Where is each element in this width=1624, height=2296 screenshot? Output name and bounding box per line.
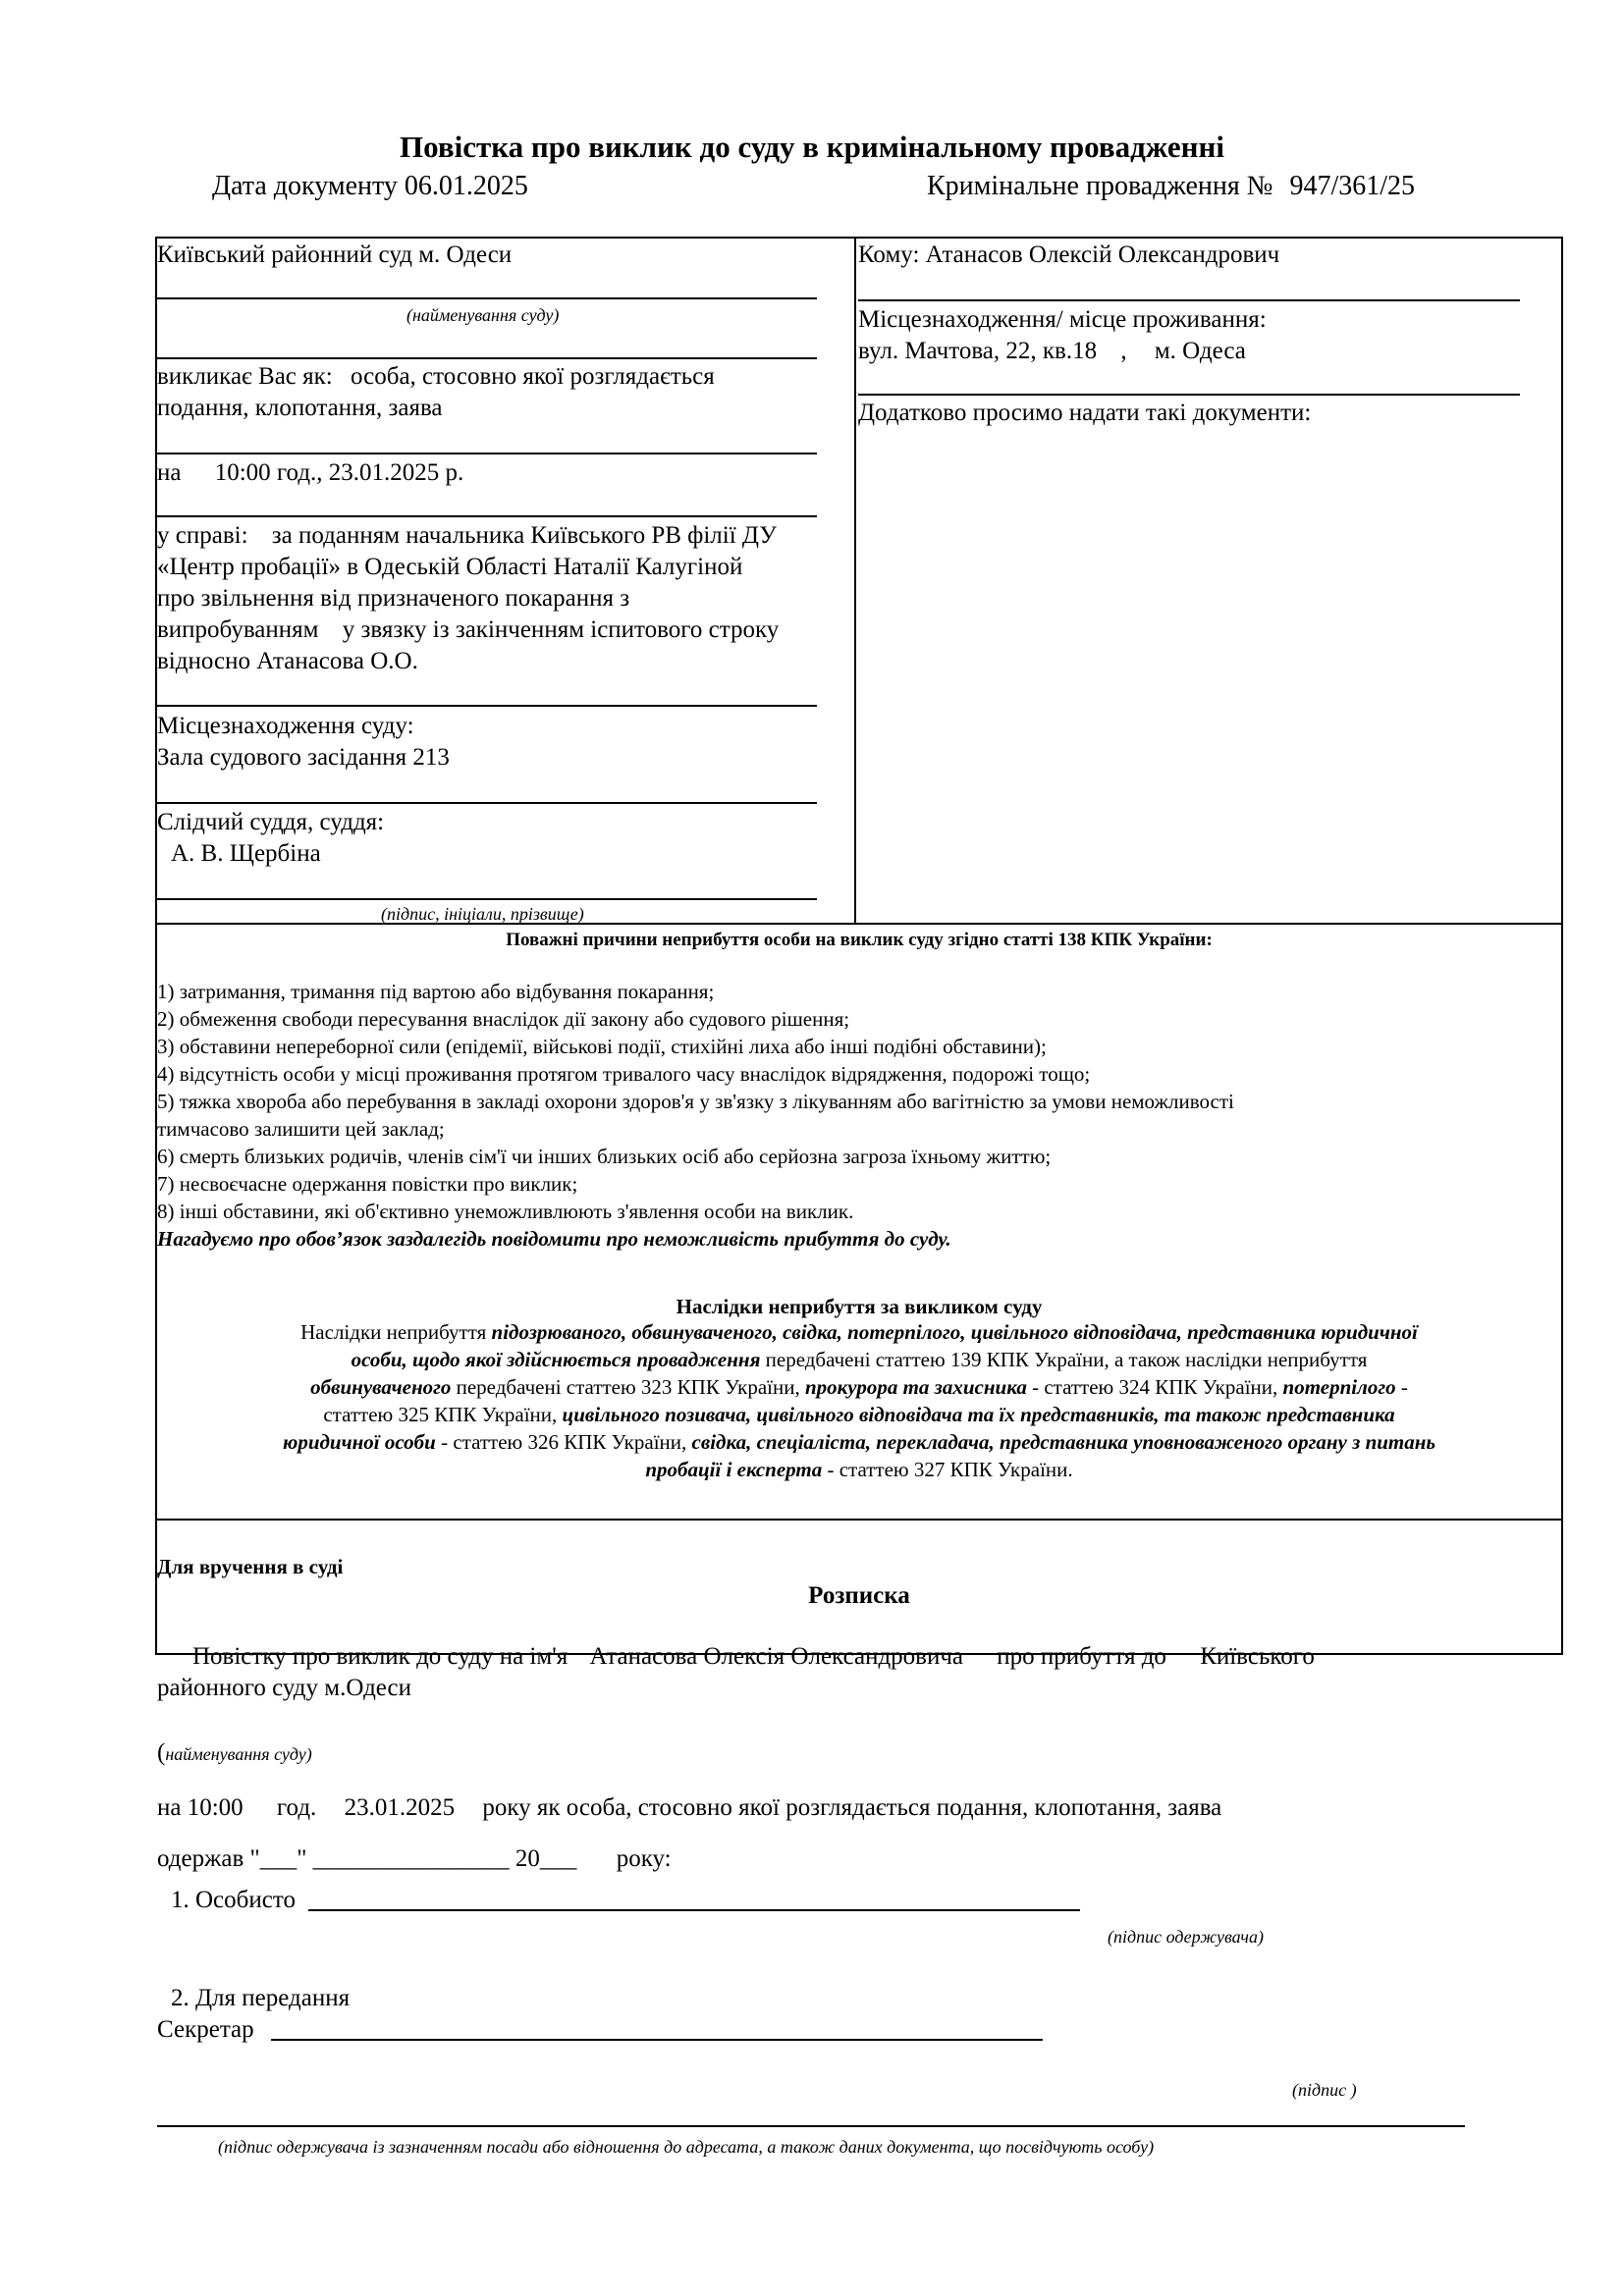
consequences-text-part: Наслідки неприбуття [300, 1320, 492, 1344]
caption-paren: ( [157, 1739, 166, 1766]
case-description-line3: про звільнення від призначеного покарання з [157, 585, 630, 612]
reason-item: 7) несвоєчасне одержання повістки про виклик; [157, 1172, 578, 1196]
consequences-text-part: статтею 325 КПК України, [323, 1403, 563, 1426]
divider-line [858, 394, 1520, 396]
recipient-signature-line [157, 2125, 1465, 2127]
consequences-line [157, 1346, 1561, 1373]
reason-item: 3) обставини непереборної сили (епідемії, військові події, стихійні лиха або інші подібні обставини); [157, 1035, 1047, 1058]
case-number-label: Кримінальне провадження № [927, 171, 1273, 201]
recipient-label: Кому: [858, 241, 920, 268]
consequences-line [157, 1401, 1561, 1428]
divider-line [858, 299, 1520, 301]
divider-line [157, 453, 817, 454]
case-number [927, 171, 1415, 202]
divider-line [157, 705, 817, 707]
hearing-time-prefix: на [157, 459, 182, 486]
reasons-heading: Поважні причини неприбуття особи на виклик суду згідно статті 138 КПК України: [506, 930, 1213, 950]
recipient-name: Атанасов Олексій Олександрович [925, 241, 1280, 268]
summons-role-line2: подання, клопотання, заява [157, 395, 443, 421]
address-city: м. Одеса [1154, 338, 1246, 364]
divider-line [157, 515, 817, 517]
secretary-signature-line [271, 2039, 1043, 2041]
document-date-value: 06.01.2025 [404, 171, 528, 201]
reasons-top-border [155, 923, 1563, 925]
address-value [858, 336, 1246, 367]
reason-item: 2) обмеження свободи пересування внаслідок дії закону або судового рішення; [157, 1007, 850, 1031]
consequences-text-part: - [1395, 1375, 1408, 1399]
consequences-emphasis: свідка, спеціаліста, перекладача, представника уповноваженого органу з питань [691, 1430, 1436, 1454]
court-name: Київський районний суд м. Одеси [157, 241, 513, 268]
consequences-emphasis: юридичної особи [282, 1430, 436, 1454]
consequences-emphasis: підозрюваного, обвинуваченого, свідка, потерпілого, цивільного відповідача, представника юридичної [491, 1320, 1418, 1344]
case-number-value: 947/361/25 [1289, 171, 1416, 201]
case-description-line2: «Центр пробації» в Одеській Області Наталії Калугіной [157, 554, 743, 580]
consequences-line [157, 1428, 1561, 1456]
reason-item: тимчасово залишити цей заклад; [157, 1117, 445, 1141]
court-caption: (найменування суду) [406, 305, 560, 325]
receipt-text: год. [276, 1794, 317, 1821]
reasons-list [157, 978, 1551, 1225]
consequences-heading: Наслідки неприбуття за викликом суду [676, 1295, 1043, 1318]
judge-caption: (підпис, ініціали, прізвище) [381, 904, 584, 924]
received-date-line [157, 1843, 672, 1875]
reason-item: 5) тяжка хвороба або перебування в закладі охорони здоров'я у зв'язку з лікуванням або вагітністю за умови неможливості [157, 1090, 1234, 1113]
consequences-line [157, 1318, 1561, 1346]
divider-line [157, 802, 817, 804]
transfer-label: 2. Для передання [171, 1985, 351, 2011]
case-text: за поданням начальника Київського РВ філії ДУ [271, 522, 777, 549]
consequences-text [157, 1318, 1561, 1483]
case-description-line1 [157, 520, 777, 552]
personal-signature-caption: (підпис одержувача) [1108, 1927, 1264, 1947]
documents-request: Додатково просимо надати такі документи: [858, 400, 1312, 426]
document-title: Повістка про виклик до суду в кримінальному провадженні [400, 130, 1224, 164]
receipt-time: на 10:00 [157, 1794, 244, 1821]
hearing-time-value: 10:00 год., 23.01.2025 р. [214, 459, 464, 486]
personal-signature-line [308, 1909, 1080, 1911]
frame-top-border [155, 237, 1563, 239]
case-text: випробуванням [157, 616, 319, 643]
divider-line [157, 357, 817, 359]
for-court-delivery: Для вручення в суді [157, 1555, 344, 1578]
consequences-text-part: передбачені статтею 139 КПК України, а також наслідки неприбуття [760, 1348, 1368, 1371]
address-separator: , [1120, 338, 1127, 364]
consequences-line [157, 1373, 1561, 1401]
received-date-blank: одержав "___" ________________ 20___ [157, 1845, 577, 1872]
reason-item: 1) затримання, тримання під вартою або відбування покарання; [157, 980, 715, 1003]
court-name-underline [157, 297, 817, 299]
recipient [858, 240, 1279, 271]
column-divider [854, 237, 856, 925]
case-text: у звязку із закінченням іспитового строку [342, 616, 780, 643]
case-description-line4 [157, 614, 779, 646]
recipient-signature-caption: (підпис одержувача із зазначенням посади або відношення до адресата, а також даних документа, що посвідчують особу) [218, 2137, 1155, 2157]
personal-delivery-label: 1. Особисто [171, 1887, 296, 1913]
judge-label: Слідчий суддя, суддя: [157, 809, 385, 835]
hearing-time [157, 457, 463, 489]
consequences-text-part: - статтею 327 КПК України. [822, 1458, 1073, 1481]
consequences-emphasis: цивільного позивача, цивільного відповідача та їх представників, та також представника [562, 1403, 1395, 1426]
receipt-recipient-name: Атанасова Олексія Олександровича [589, 1643, 964, 1670]
judge-signature-line [157, 898, 817, 900]
reason-item: 8) інші обставини, які об'єктивно унеможливлюють з'явлення особи на виклик. [157, 1200, 854, 1223]
document-date-label: Дата документу [212, 171, 398, 201]
address-street: вул. Мачтова, 22, кв.18 [858, 338, 1098, 364]
receipt-title: Розписка [808, 1582, 910, 1609]
receipt-court-caption [157, 1739, 312, 1767]
receipt-text: про прибуття до [997, 1643, 1166, 1670]
document-date [212, 171, 528, 202]
consequences-emphasis: пробації і експерта [645, 1458, 823, 1481]
case-label: у справі: [157, 522, 248, 549]
judge-name: А. В. Щербіна [171, 840, 321, 867]
reasons-reminder: Нагадуємо про обов’язок заздалегідь повідомити про неможливість прибуття до суду. [157, 1227, 951, 1251]
receipt-top-border [155, 1519, 1563, 1521]
receipt-text: року як особа, стосовно якої розглядається подання, клопотання, заява [482, 1794, 1222, 1821]
address-label: Місцезнаходження/ місце проживання: [858, 306, 1267, 333]
consequences-text-part: - статтею 326 КПК України, [435, 1430, 692, 1454]
secretary-signature-caption: (підпис ) [1292, 2080, 1357, 2100]
received-year-label: року: [616, 1845, 672, 1872]
consequences-line [157, 1456, 1561, 1483]
secretary-label: Секретар [157, 2016, 254, 2043]
reason-item: 4) відсутність особи у місці проживання протягом тривалого часу внаслідок відрядження, подорожі тощо; [157, 1062, 1091, 1086]
summons-role-line1: особа, стосовно якої розглядається [351, 363, 715, 390]
consequences-text-part: - статтею 324 КПК України, [1026, 1375, 1283, 1399]
receipt-time-line [157, 1792, 1221, 1824]
court-location-label: Місцезнаходження суду: [157, 713, 414, 739]
receipt-court: Київського [1200, 1643, 1315, 1670]
caption-text: найменування суду) [165, 1744, 312, 1764]
consequences-text-part: передбачені статтею 323 КПК України, [451, 1375, 805, 1399]
summons-role [157, 361, 715, 393]
consequences-emphasis: обвинуваченого [310, 1375, 452, 1399]
reason-item: 6) смерть близьких родичів, членів сім'ї чи інших близьких осіб або серйозна загроза їхньому життю; [157, 1145, 1052, 1168]
court-location-value: Зала судового засідання 213 [157, 744, 450, 771]
receipt-summons-line2: районного суду м.Одеси [157, 1675, 411, 1701]
receipt-date: 23.01.2025 [344, 1794, 456, 1821]
consequences-emphasis: прокурора та захисника [804, 1375, 1027, 1399]
case-description-line5: відносно Атанасова О.О. [157, 648, 418, 674]
receipt-text: Повістку про виклик до суду на ім'я [192, 1643, 568, 1670]
receipt-summons-line1 [192, 1641, 1315, 1673]
summons-label: викликає Вас як: [157, 363, 333, 390]
consequences-emphasis: особи, щодо якої здійснюється провадження [351, 1348, 761, 1371]
consequences-emphasis: потерпілого [1282, 1375, 1396, 1399]
